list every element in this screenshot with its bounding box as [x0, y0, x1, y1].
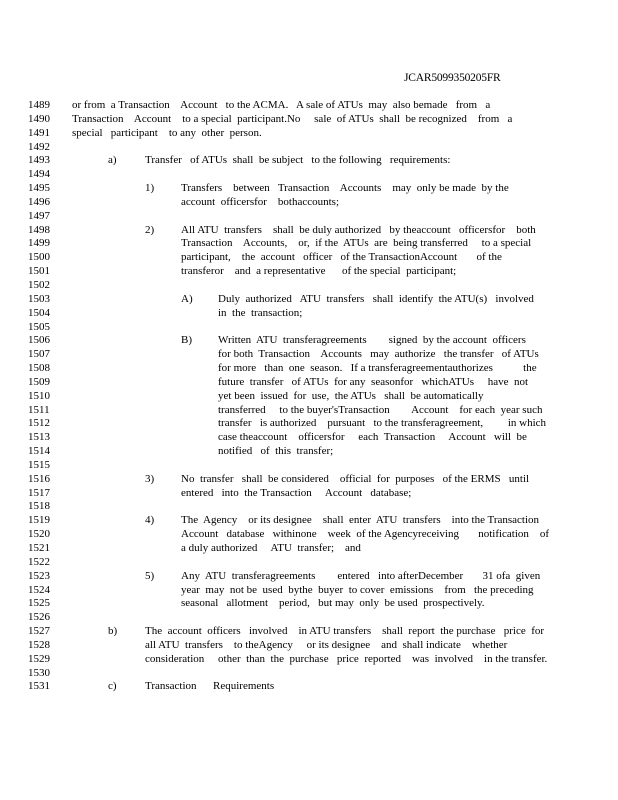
line-text: Written ATU transferagreements signed by the account officers [218, 334, 526, 347]
document-line [0, 611, 618, 625]
document-line [0, 321, 618, 335]
document-line [0, 362, 618, 376]
document-line [0, 556, 618, 570]
line-text: consideration other than the purchase price reported was involved in the transfer. [145, 652, 548, 665]
document-line [0, 570, 618, 584]
document-line [0, 127, 618, 141]
line-number: 1512 [28, 417, 50, 430]
line-text: Any ATU transferagreements entered into afterDecember 31 ofa given [181, 569, 541, 582]
line-text: account officersfor bothaccounts; [181, 195, 340, 208]
line-number: 1518 [28, 500, 50, 513]
document-line [0, 141, 618, 155]
list-item-label: 1) [145, 182, 155, 195]
list-item-label: A) [181, 292, 193, 305]
line-number: 1519 [28, 514, 50, 527]
line-text: a duly authorized ATU transfer; and [181, 542, 361, 554]
list-item-label: B) [181, 334, 192, 347]
line-text: transfer is authorized pursuant to the transferagreement, in which [218, 417, 547, 430]
line-text: in the transaction; [218, 306, 303, 319]
document-line [0, 390, 618, 404]
list-item-label: a) [108, 154, 117, 167]
line-text: or from a Transaction Account to the ACMA. A sale of ATUs may also bemade from a [72, 99, 491, 111]
document-line [0, 279, 618, 293]
line-number: 1513 [28, 431, 50, 444]
line-text: Duly authorized ATU transfers shall identify the ATU(s) involved [218, 292, 534, 305]
line-number: 1497 [28, 209, 50, 222]
line-number: 1522 [28, 555, 50, 568]
document-line [0, 514, 618, 528]
line-text: Transfers between Transaction Accounts may only be made by the [181, 182, 509, 195]
document-line [0, 376, 618, 390]
line-text: for both Transaction Accounts may authorize the transfer of ATUs [218, 348, 539, 361]
document-line [0, 154, 618, 168]
list-item-label: 3) [145, 472, 155, 485]
line-number: 1500 [28, 251, 50, 264]
document-line [0, 473, 618, 487]
line-number: 1492 [28, 140, 50, 153]
line-text: case theaccount officersfor each Transaction Account will be [218, 431, 527, 444]
line-text: notified of this transfer; [218, 445, 334, 458]
document-line [0, 639, 618, 653]
line-text: No transfer shall be considered official for purposes of the ERMS until [181, 472, 530, 485]
list-item-label: b) [108, 625, 118, 638]
list-item-label: c) [108, 680, 117, 693]
list-item-label: 2) [145, 223, 155, 236]
line-text: Account database withinone week of the Agencyreceiving notification of [181, 528, 550, 541]
line-number: 1514 [28, 445, 50, 458]
document-line [0, 459, 618, 473]
line-text: future transfer of ATUs for any seasonfor whichATUs have not [218, 375, 529, 388]
line-text: Transaction Account to a special participant.No sale of ATUs shall be recognized from a [72, 112, 513, 125]
line-number: 1505 [28, 320, 50, 333]
line-number: 1496 [28, 195, 50, 208]
line-number: 1530 [28, 666, 50, 679]
document-line [0, 293, 618, 307]
line-number: 1494 [28, 168, 50, 181]
line-number: 1511 [28, 403, 50, 416]
line-text: transferred to the buyer'sTransaction Account for each year such [218, 403, 543, 416]
document-line [0, 334, 618, 348]
document-line [0, 265, 618, 279]
line-number: 1498 [28, 223, 50, 236]
line-text: year may not be used bythe buyer to cover emissions from the preceding [181, 583, 534, 596]
line-text: Transaction Accounts, or, if the ATUs are being transferred to a special [181, 237, 532, 250]
document-line [0, 196, 618, 210]
line-text: Transaction Requirements [145, 680, 275, 693]
document-body [0, 99, 618, 694]
line-number: 1531 [28, 680, 50, 693]
line-text: The Agency or its designee shall enter ATU transfers into the Transaction [181, 514, 540, 527]
line-number: 1510 [28, 389, 50, 402]
line-number: 1503 [28, 292, 50, 305]
line-number: 1523 [28, 569, 50, 582]
document-line [0, 584, 618, 598]
line-number: 1515 [28, 458, 50, 471]
line-number: 1507 [28, 348, 50, 361]
line-text: transferor and a representative of the special participant; [181, 265, 457, 278]
line-number: 1516 [28, 472, 50, 485]
line-number: 1528 [28, 638, 50, 651]
document-line [0, 224, 618, 238]
list-item-label: 5) [145, 569, 155, 582]
line-text: special participant to any other person. [72, 126, 262, 139]
line-text: for more than one season. If a transferagreementauthorizes the [218, 362, 537, 375]
document-line [0, 307, 618, 321]
document-line [0, 653, 618, 667]
line-number: 1520 [28, 528, 50, 541]
line-number: 1524 [28, 583, 50, 596]
line-number: 1521 [28, 542, 50, 554]
document-line [0, 625, 618, 639]
document-line [0, 445, 618, 459]
line-text: yet been issued for use, the ATUs shall be automatically [218, 389, 484, 402]
line-number: 1508 [28, 362, 50, 375]
document-line [0, 168, 618, 182]
document-line [0, 237, 618, 251]
line-number: 1495 [28, 182, 50, 195]
line-text: participant, the account officer of the TransactionAccount of the [181, 251, 502, 264]
line-number: 1509 [28, 375, 50, 388]
line-number: 1529 [28, 652, 50, 665]
document-line [0, 431, 618, 445]
document-id-header: JCAR5099350205FR [404, 72, 501, 84]
document-line [0, 251, 618, 265]
line-text: seasonal allotment period, but may only be used prospectively. [181, 597, 485, 610]
line-number: 1493 [28, 154, 50, 167]
line-number: 1499 [28, 237, 50, 250]
line-number: 1490 [28, 112, 50, 125]
line-number: 1489 [28, 99, 50, 111]
line-number: 1527 [28, 625, 50, 638]
document-line [0, 597, 618, 611]
line-text: Transfer of ATUs shall be subject to the following requirements: [145, 154, 451, 167]
line-number: 1517 [28, 486, 50, 499]
list-item-label: 4) [145, 514, 155, 527]
line-number: 1502 [28, 278, 50, 291]
line-number: 1525 [28, 597, 50, 610]
line-number: 1504 [28, 306, 50, 319]
document-line [0, 417, 618, 431]
document-line [0, 528, 618, 542]
document-line [0, 500, 618, 514]
line-number: 1491 [28, 126, 50, 139]
line-text: all ATU transfers to theAgency or its designee and shall indicate whether [145, 638, 508, 651]
document-line [0, 182, 618, 196]
document-line [0, 210, 618, 224]
line-text: The account officers involved in ATU transfers shall report the purchase price for [145, 625, 545, 638]
line-number: 1506 [28, 334, 50, 347]
document-line [0, 667, 618, 681]
document-line [0, 113, 618, 127]
line-text: All ATU transfers shall be duly authorized by theaccount officersfor both [181, 223, 536, 236]
document-line [0, 404, 618, 418]
document-line [0, 99, 618, 113]
document-line [0, 487, 618, 501]
line-number: 1526 [28, 611, 50, 624]
document-line [0, 542, 618, 556]
line-text: entered into the Transaction Account database; [181, 486, 412, 499]
line-number: 1501 [28, 265, 50, 278]
document-line [0, 348, 618, 362]
document-line [0, 680, 618, 694]
